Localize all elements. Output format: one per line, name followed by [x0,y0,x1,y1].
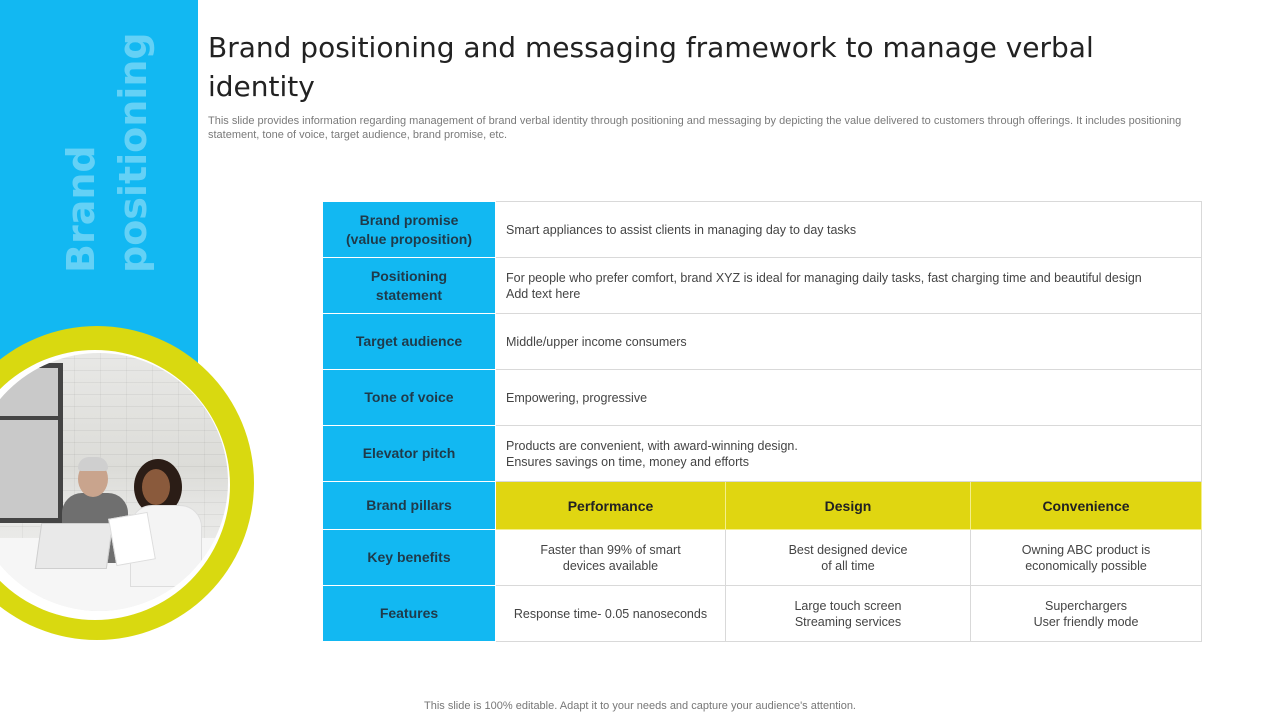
framework-table [322,201,1202,642]
row-text-target-audience: Middle/upper income consumers [496,314,1202,370]
table-row [323,482,1202,530]
row-text-elevator-pitch: Products are convenient, with award-winning design. Ensures savings on time, money and efforts [496,426,1202,482]
row-label-target-audience: Target audience [323,314,496,370]
table-row [323,314,1202,370]
benefit-performance: Faster than 99% of smart devices available [496,530,726,586]
table-row [323,586,1202,642]
table-row [323,202,1202,258]
row-label-features: Features [323,586,496,642]
table-row [323,258,1202,314]
side-title-text: Brand positioning [59,32,155,273]
benefit-design: Best designed device of all time [726,530,971,586]
row-text-brand-promise: Smart appliances to assist clients in managing day to day tasks [496,202,1202,258]
row-label-elevator-pitch: Elevator pitch [323,426,496,482]
benefit-convenience: Owning ABC product is economically possible [971,530,1202,586]
photo-frame [0,350,230,620]
row-label-brand-pillars: Brand pillars [323,482,496,530]
table-row [323,426,1202,482]
feature-convenience: Superchargers User friendly mode [971,586,1202,642]
laptop-graphic [35,523,113,569]
table-row [323,370,1202,426]
row-text-positioning: For people who prefer comfort, brand XYZ is ideal for managing daily tasks, fast charging time and beautiful design Add text here [496,258,1202,314]
row-text-tone-of-voice: Empowering, progressive [496,370,1202,426]
pillar-design: Design [726,482,971,530]
row-label-positioning: Positioning statement [323,258,496,314]
page-subtitle: This slide provides information regarding management of brand verbal identity through positioning and messaging by depicting the value delivered to customers through offerings. It includes positioning statement, tone of voice, target audience, brand promise, etc. [208,115,1182,141]
row-label-brand-promise: Brand promise (value proposition) [323,202,496,258]
pillar-convenience: Convenience [971,482,1202,530]
row-label-key-benefits: Key benefits [323,530,496,586]
side-title [55,32,155,273]
window-graphic [0,363,63,523]
footer-note: This slide is 100% editable. Adapt it to your needs and capture your audience's attention. [424,700,856,712]
table-row [323,530,1202,586]
feature-performance: Response time- 0.05 nanoseconds [496,586,726,642]
feature-design: Large touch screen Streaming services [726,586,971,642]
office-photo [0,353,228,611]
pillar-performance: Performance [496,482,726,530]
row-label-tone-of-voice: Tone of voice [323,370,496,426]
page-title: Brand positioning and messaging framework to manage verbal identity [208,31,1094,103]
side-panel [0,0,198,370]
